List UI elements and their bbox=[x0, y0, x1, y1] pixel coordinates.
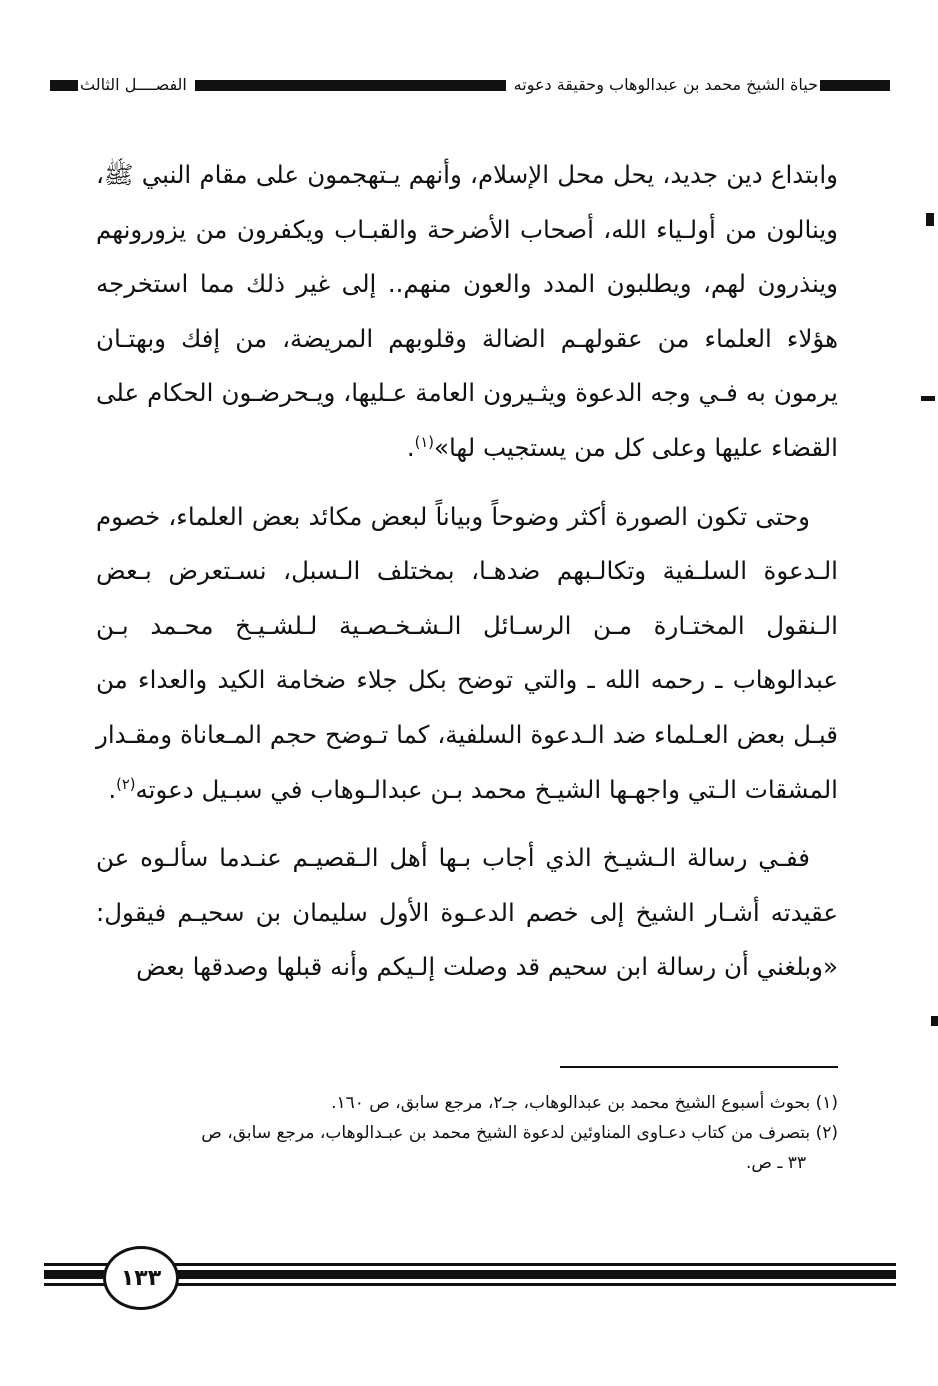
header-chapter: الفصــــل الثالث bbox=[80, 74, 187, 94]
text-line: استخرجه هؤلاء العلماء من عقولهـم الضالة وقلوبهم المريضة، من إفك bbox=[96, 269, 839, 353]
text-line: الحكام على القضاء عليها وعلى كل من يستجيب لها» bbox=[96, 378, 838, 462]
scan-edge-mark bbox=[921, 396, 935, 401]
paragraph-2: وحتى تكون الصورة أكثر وضوحاً وبياناً لبعض مكائد بعض العلماء، خصوم الـدعوة السلـفية وتكالـبهم ضدهـا، بمختلف الـسبل، نسـتعرض بـعض الـنقول المختـارة مـن الرسـائل الـشـخـصـية لـلشـيـخ محـمد بـن عبدالوهاب ـ رحمه الله ـ والتي توضح بكل جلاء ضخامة الكيد والعداء من قبـل بعض العـلماء ضد الـدعوة السلفية، كما تـوضح حجم المـعاناة ومقـدار المشقات الـتي واجهـها الشيـخ محمد بـن عبدالـوهاب في سبـيل دعوته$^{(٢)}$. bbox=[96, 501, 838, 804]
scan-edge-mark bbox=[926, 213, 934, 226]
text-line: يزورونهم وينذرون لهم، ويطلبون المدد والعون منهم.. إلى غير ذلك مما bbox=[96, 214, 838, 299]
paragraph-1: وابتداع دين جديد، يحل محل الإسلام، وأنهم يـتهجمون على مقام النبي ﷺ، وينالون من أولـياء الله، أصحاب الأضرحة والقبـاب ويكفرون من يزورونهم وينذرون لهم، ويطلبون المدد والعون منهم.. إلى غير ذلك مما استخرجه هؤلاء العلماء من عقولهـم الضالة وقلوبهم المريضة، من إفك وبهتـان يرمون به فـي وجه الدعوة ويثـيرون العامة عـليها، ويـحرضـون الحكام على القضاء عليها وعلى كل من يستجيب لها»$^{(١)}$. bbox=[96, 160, 839, 462]
page-number-text: ١٣٣ bbox=[120, 1265, 162, 1291]
footnote-2-continuation: ٣٣ ـ ص. bbox=[745, 1153, 806, 1173]
text-line: عبدالوهاب ـ رحمه الله ـ والتي توضح بكل جلاء ضخامة الكيد والعداء bbox=[138, 665, 838, 695]
text-line: وبهتـان يرمون به فـي وجه الدعوة ويثـيرون العامة عـليها، ويـحرضـون bbox=[96, 323, 838, 408]
text-line: عقيدته أشـار الشيخ إلى خصم الدعـوة الأول سليمان بن سحيـم فيقول: bbox=[96, 897, 838, 927]
header-bar-left bbox=[50, 80, 78, 91]
footnote-2: (٢) بتصرف من كتاب دعـاوى المناوئين لدعوة الشيخ محمد بن عبـدالوهاب، مرجع سابق، ص bbox=[201, 1123, 838, 1143]
text-line: من قبـل بعض العـلماء ضد الـدعوة السلفية، كما تـوضح حجم المـعاناة bbox=[96, 665, 838, 749]
text-line: دعوته bbox=[135, 774, 194, 804]
text-line: خصوم الـدعوة السلـفية وتكالـبهم ضدهـا، بمختلف الـسبل، نسـتعرض bbox=[96, 501, 838, 586]
footnote-ref-2: (٢) bbox=[116, 775, 136, 793]
text-line: ففـي رسالة الـشيـخ الذي أجاب بـها أهل الـقصيـم عنـدما سألـوه عن bbox=[96, 843, 810, 873]
header-bar-middle bbox=[195, 80, 506, 91]
text-line: «وبلغني أن رسالة ابن سحيم قد وصلت إلـيكم وأنه قبلها وصدقها بعض bbox=[136, 952, 838, 982]
header-bar-right bbox=[820, 80, 890, 91]
footnote-ref-1: (١) bbox=[414, 433, 434, 451]
text-line: ﷺ، وينالون من أولـياء الله، أصحاب الأضرحة والقبـاب ويكفرون من bbox=[96, 160, 838, 244]
page-number bbox=[103, 1246, 179, 1310]
main-text bbox=[96, 148, 838, 995]
paragraph-3 bbox=[96, 831, 838, 995]
text-line: وابتداع دين جديد، يحل محل الإسلام، وأنهم يـتهجمون على مقام النبي bbox=[141, 160, 838, 189]
header-book-title: حياة الشيخ محمد بن عبدالوهاب وحقيقة دعوته bbox=[513, 74, 818, 94]
text-line: وحتى تكون الصورة أكثر وضوحاً وبياناً لبعض مكائد بعض العلماء، bbox=[168, 501, 810, 531]
text-line: ومقـدار المشقات الـتي واجهـها الشيـخ محمد بـن عبدالـوهاب في سبـيل bbox=[96, 719, 838, 804]
text-line: بـعض الـنقول المختـارة مـن الرسـائل الـشـخـصـية لـلشـيـخ محـمد بـن bbox=[96, 556, 838, 640]
running-header bbox=[44, 70, 896, 98]
footnote-1: (١) بحوث أسبوع الشيخ محمد بن عبدالوهاب، جـ٢، مرجع سابق، ص ١٦٠. bbox=[331, 1093, 838, 1113]
scan-edge-mark bbox=[931, 1016, 938, 1026]
footnote-separator bbox=[560, 1066, 838, 1068]
footnotes bbox=[96, 1088, 838, 1178]
